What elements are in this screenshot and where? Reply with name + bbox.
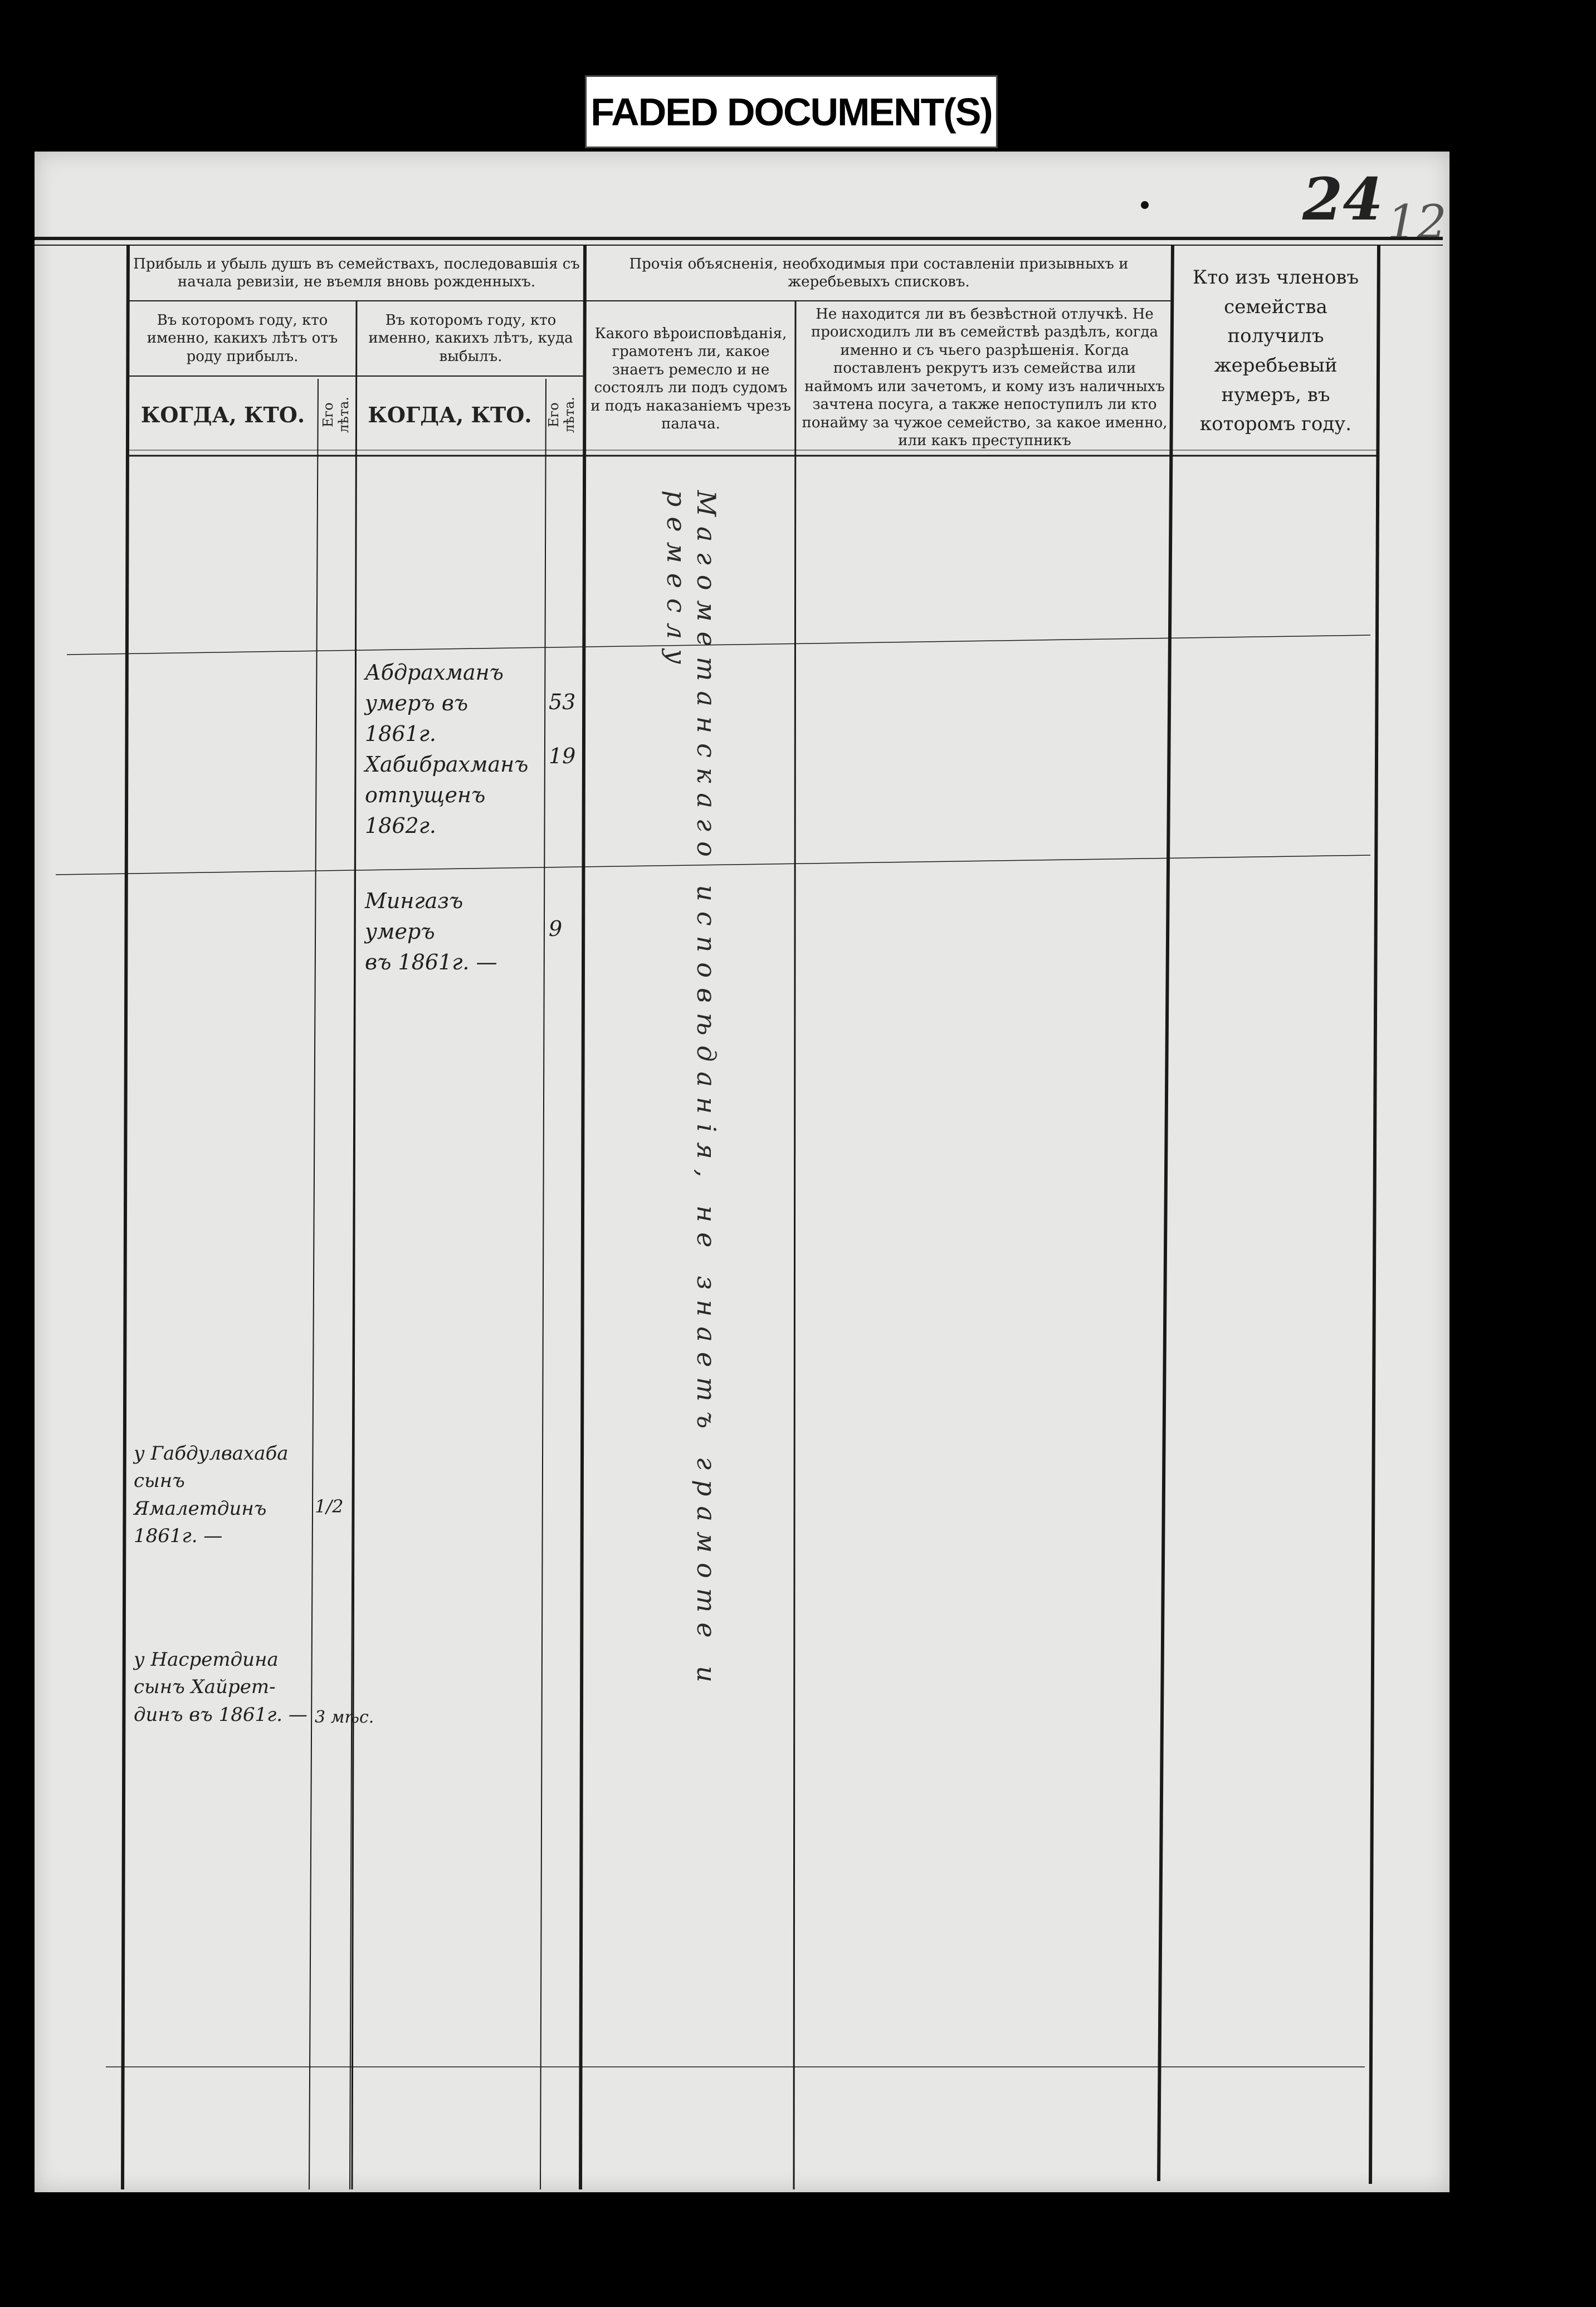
header-when-who-loss: КОГДА, КТО. bbox=[368, 402, 532, 428]
loss-entry-1-age-2: 19 bbox=[549, 744, 576, 768]
religion-vertical-note: Магометанскаго исповѣданiя, не знаетъ грамоте и ремеслу bbox=[661, 490, 721, 1693]
header-lottery-col: Кто изъ членовъ семейства получилъ жеребьевый нумеръ, въ которомъ году. bbox=[1192, 266, 1359, 436]
loss-entry-2-age: 9 bbox=[549, 916, 563, 941]
loss-entry-1: Абдрахманъ умеръ въ 1861г. Хабибрахманъ отпущенъ 1862г. bbox=[365, 660, 529, 838]
header-religion-col: Какого вѣроисповѣданiя, грамотенъ ли, какое знаетъ ремесло и не состоялъ ли подъ судомъ и подъ наказанiемъ чрезъ палача. bbox=[590, 325, 791, 432]
loss-entry-2: Мингазъ умеръ въ 1861г. — bbox=[365, 889, 497, 975]
sheet-number: 12 bbox=[1387, 195, 1447, 250]
header-age-loss: Его лѣта. bbox=[546, 397, 577, 433]
header-absence-col: Не находится ли въ безвѣстной отлучкѣ. Не происходилъ ли въ семействѣ раздѣлъ, когда именно и съ чьего разрѣшенiя. Когда поставленъ рекрутъ изъ семейства или наймомъ или зачетомъ, и кому изъ наличныхъ зачтена посуга, а также непоступилъ ли кто понайму за чужое семейство, за какое именно, или какъ преступникъ bbox=[802, 305, 1168, 449]
header-other-group: Прочiя объясненiя, необходимыя при составленiи призывныхъ и жеребьевыхъ списковъ. bbox=[629, 255, 1129, 290]
gain-entry-1: у Габдулвахаба сынъ Ямалетдинъ 1861г. — bbox=[134, 1442, 289, 1547]
header-gain-sub: Въ которомъ году, кто именно, какихъ лѣтъ отъ роду прибылъ. bbox=[147, 311, 338, 365]
gain-entry-2-age: 3 мѣс. bbox=[315, 1708, 374, 1727]
register-page bbox=[35, 152, 1449, 2192]
loss-entry-1-age-1: 53 bbox=[549, 690, 576, 714]
folio-number: 24 bbox=[1302, 165, 1383, 233]
header-when-who-gain: КОГДА, КТО. bbox=[140, 402, 305, 428]
gain-entry-2: у Насретдина сынъ Хайрет- динъ въ 1861г. — bbox=[134, 1648, 308, 1726]
faded-document-banner: FADED DOCUMENT(S) bbox=[585, 75, 998, 148]
gain-entry-1-age: 1/2 bbox=[315, 1496, 344, 1517]
header-age-gain: Его лѣта. bbox=[320, 397, 352, 433]
header-loss-sub: Въ которомъ году, кто именно, какихъ лѣтъ, куда выбылъ. bbox=[368, 311, 573, 365]
header-gain-loss-group: Прибыль и убыль душъ въ семействахъ, последовавшiя съ начала ревизiи, не въемля вновь рожденныхъ. bbox=[133, 255, 580, 290]
ink-dot bbox=[1141, 201, 1149, 209]
